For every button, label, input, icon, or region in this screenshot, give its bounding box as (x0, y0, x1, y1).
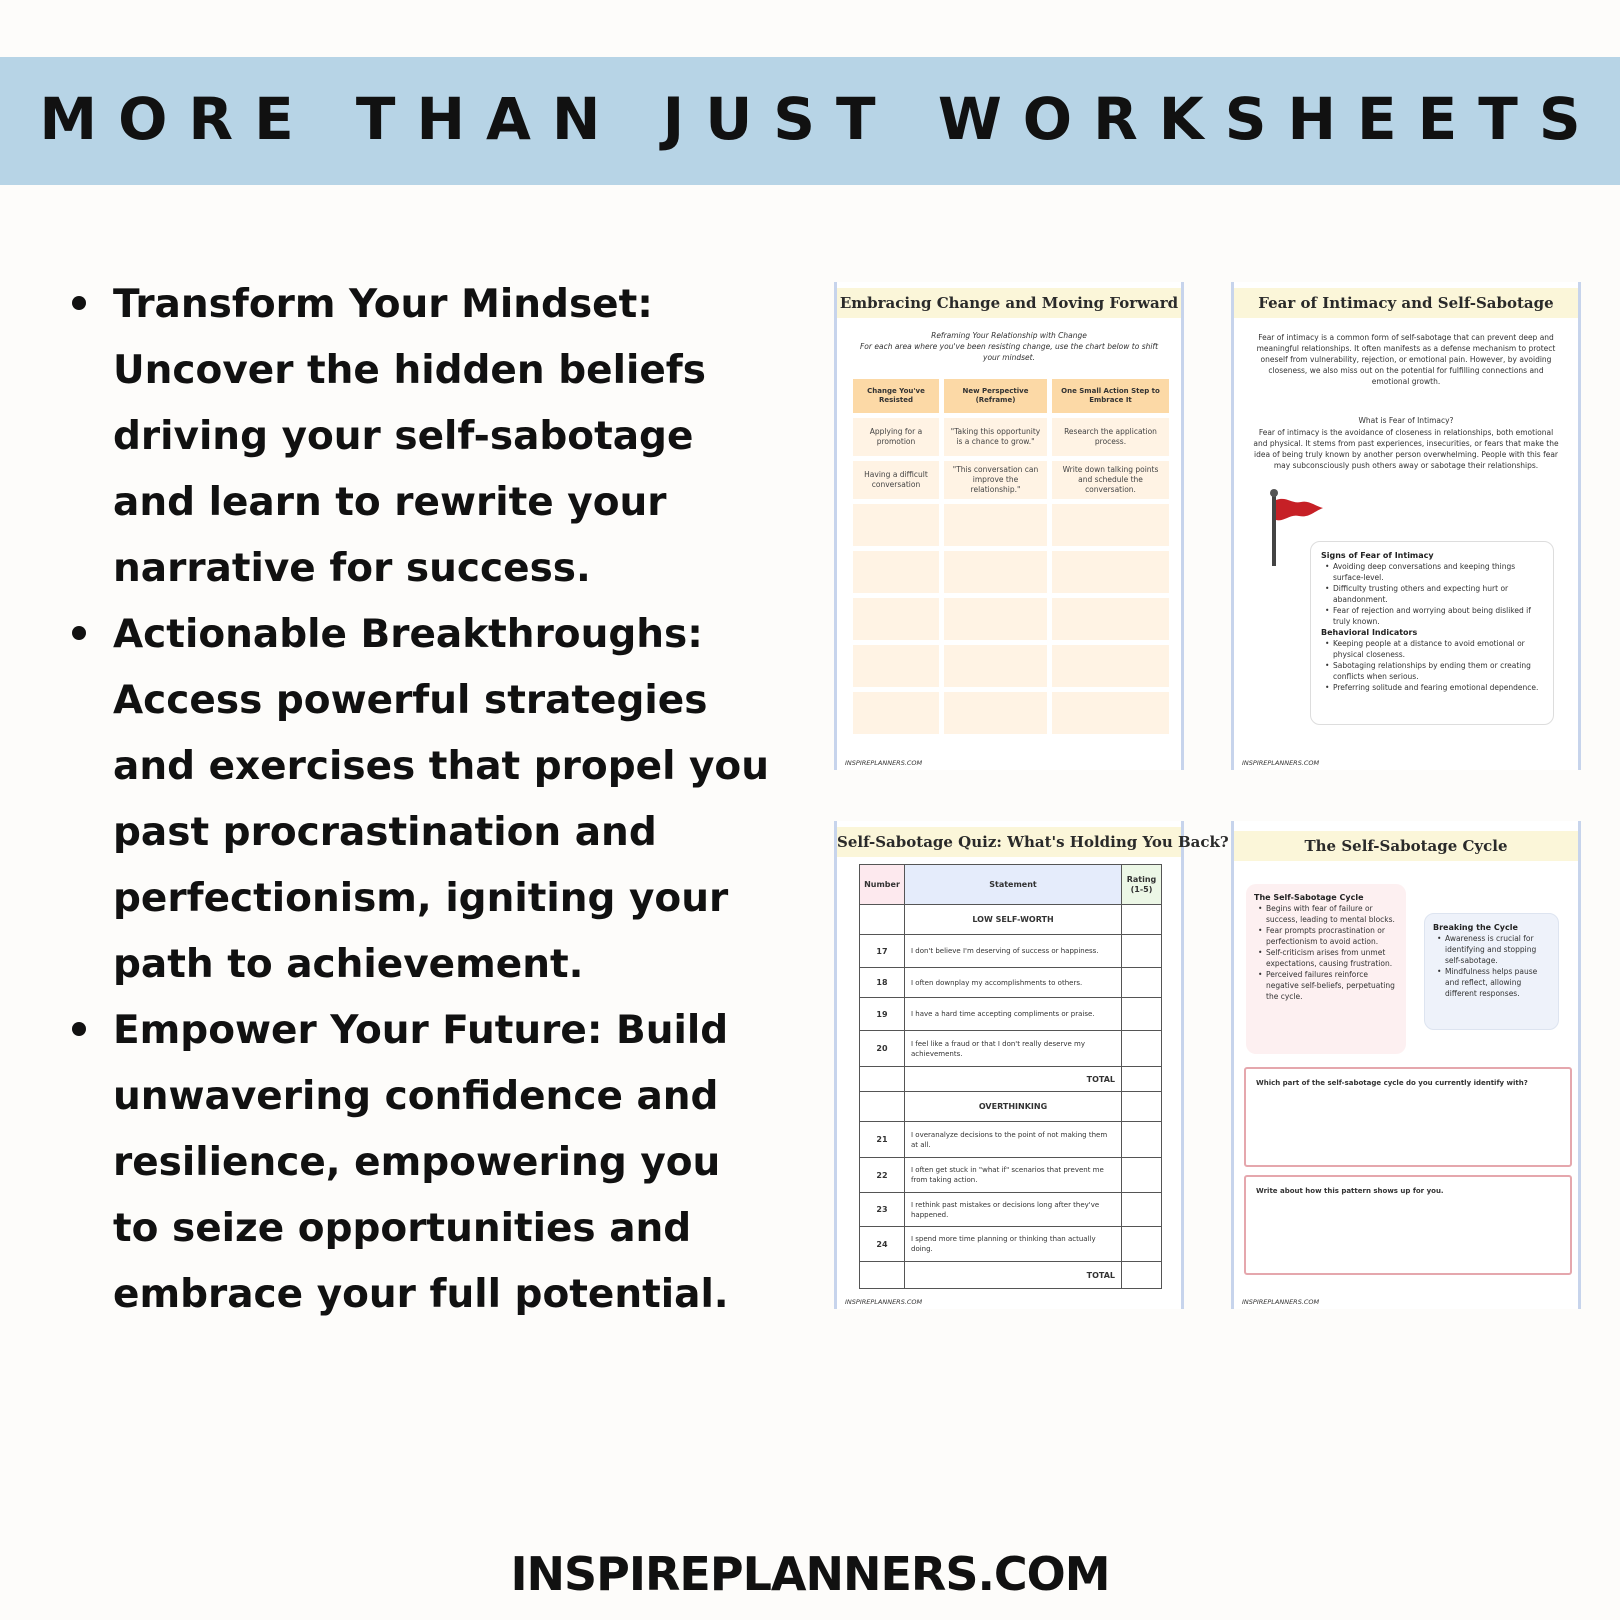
rating-cell (1122, 998, 1162, 1031)
worksheet-title: Fear of Intimacy and Self-Sabotage (1234, 288, 1578, 318)
section-label: LOW SELF-WORTH (905, 905, 1122, 935)
reframe-chart (853, 379, 1169, 734)
empty-cell (853, 645, 939, 687)
quiz-table (859, 864, 1162, 1289)
rating-cell (1122, 1158, 1162, 1193)
section-label: OVERTHINKING (905, 1092, 1122, 1122)
table-row (860, 998, 1162, 1031)
column-header: Statement (905, 865, 1122, 905)
feature-list (70, 272, 770, 1328)
empty-cell (853, 598, 939, 640)
empty-cell (853, 504, 939, 546)
rating-cell (1122, 935, 1162, 968)
empty-cell (1052, 504, 1169, 546)
list-item: • Sabotaging relationships by ending them or creating conflicts when serious. (1333, 660, 1543, 682)
list-item: • Awareness is crucial for identifying and stopping self-sabotage. (1445, 933, 1550, 966)
list-item: • Perceived failures reinforce negative self-beliefs, perpetuating the cycle. (1266, 969, 1398, 1002)
cycle-box (1246, 884, 1406, 1054)
header-banner (0, 57, 1620, 185)
total-row (860, 1262, 1162, 1289)
empty-cell (1052, 645, 1169, 687)
breaking-cycle-box (1424, 913, 1559, 1030)
chart-cell: Applying for a promotion (853, 418, 939, 456)
chart-cell: Research the application process. (1052, 418, 1169, 456)
breaking-heading: Breaking the Cycle (1433, 923, 1518, 932)
number-cell: 23 (860, 1193, 905, 1227)
column-header: Rating (1-5) (1122, 865, 1162, 905)
feature-item: Transform Your Mindset: Uncover the hidden beliefs driving your self-sabotage and learn to rewrite your narrative for success. (70, 272, 770, 602)
number-cell: 22 (860, 1158, 905, 1193)
signs-box (1310, 541, 1554, 725)
worksheet-footer: INSPIREPLANNERS.COM (1242, 1298, 1320, 1306)
reflection-prompt-box: Which part of the self-sabotage cycle do you currently identify with? (1244, 1067, 1572, 1167)
list-item: • Self-criticism arises from unmet expectations, causing frustration. (1266, 947, 1398, 969)
empty-cell (944, 551, 1047, 593)
reflection-prompt-box: Write about how this pattern shows up for you. (1244, 1175, 1572, 1275)
statement-cell: I often get stuck in "what if" scenarios that prevent me from taking action. (905, 1158, 1122, 1193)
rating-cell (1122, 1031, 1162, 1067)
table-header-row (860, 865, 1162, 905)
table-row (860, 1158, 1162, 1193)
section-row (860, 1092, 1162, 1122)
rating-cell (1122, 1227, 1162, 1262)
question-heading: What is Fear of Intimacy? (1358, 416, 1454, 425)
empty-cell (944, 504, 1047, 546)
table-row (860, 968, 1162, 998)
statement-cell: I rethink past mistakes or decisions long after they've happened. (905, 1193, 1122, 1227)
statement-cell: I don't believe I'm deserving of success or happiness. (905, 935, 1122, 968)
empty-cell (860, 1067, 905, 1092)
list-item: • Mindfulness helps pause and reflect, allowing different responses. (1445, 966, 1550, 999)
number-cell: 19 (860, 998, 905, 1031)
empty-cell (860, 1262, 905, 1289)
intro-paragraph: Fear of intimacy is a common form of self-sabotage that can prevent deep and meaningful relationships. It often manifests as a defense mechanism to protect oneself from vulnerability, rejection, or emotional pain. However, by avoiding closeness, we also miss out on the potential for fulfilling connections and emotional growth. (1256, 333, 1556, 386)
number-cell: 18 (860, 968, 905, 998)
cycle-heading: The Self-Sabotage Cycle (1254, 893, 1364, 902)
total-label: TOTAL (905, 1067, 1122, 1092)
table-row (860, 1122, 1162, 1158)
empty-cell (853, 551, 939, 593)
empty-cell (1052, 551, 1169, 593)
worksheet-footer: INSPIREPLANNERS.COM (845, 759, 923, 767)
feature-item: Empower Your Future: Build unwavering confidence and resilience, empowering you to seize opportunities and embrace your full potential. (70, 998, 770, 1328)
worksheet-footer: INSPIREPLANNERS.COM (845, 1298, 923, 1306)
empty-cell (853, 692, 939, 734)
worksheet-preview-quiz (834, 821, 1229, 1309)
number-cell: 20 (860, 1031, 905, 1067)
chart-header: Change You've Resisted (853, 379, 939, 413)
rating-cell (1122, 1067, 1162, 1092)
number-cell: 17 (860, 935, 905, 968)
table-row (860, 935, 1162, 968)
statement-cell: I feel like a fraud or that I don't really deserve my achievements. (905, 1031, 1122, 1067)
chart-header: New Perspective (Reframe) (944, 379, 1047, 413)
worksheet-preview-fear-of-intimacy (1231, 282, 1581, 770)
rating-cell (1122, 1122, 1162, 1158)
list-item: • Begins with fear of failure or success, leading to mental blocks. (1266, 903, 1398, 925)
behaviors-list (1321, 638, 1543, 693)
list-item: • Preferring solitude and fearing emotional dependence. (1333, 682, 1543, 693)
worksheet-preview-cycle (1231, 821, 1581, 1309)
site-url: INSPIREPLANNERS.COM (510, 1547, 1110, 1601)
behaviors-heading: Behavioral Indicators (1321, 628, 1418, 637)
chart-cell: Write down talking points and schedule the conversation. (1052, 461, 1169, 499)
statement-cell: I have a hard time accepting compliments or praise. (905, 998, 1122, 1031)
table-row (860, 1031, 1162, 1067)
instructions-text: For each area where you've been resisting change, use the chart below to shift your mindset. (859, 342, 1159, 362)
rating-cell (1122, 968, 1162, 998)
total-label: TOTAL (905, 1262, 1122, 1289)
empty-cell (1052, 598, 1169, 640)
list-item: • Fear prompts procrastination or perfectionism to avoid action. (1266, 925, 1398, 947)
rating-cell (1122, 1262, 1162, 1289)
column-header: Number (860, 865, 905, 905)
feature-item: Actionable Breakthroughs: Access powerful strategies and exercises that propel you past procrastination and perfectionism, igniting your path to achievement. (70, 602, 770, 998)
total-row (860, 1067, 1162, 1092)
page-title: MORE THAN JUST WORKSHEETS (39, 85, 1602, 153)
list-item: • Keeping people at a distance to avoid emotional or physical closeness. (1333, 638, 1543, 660)
empty-cell (944, 598, 1047, 640)
breaking-list (1433, 933, 1550, 999)
worksheet-title: Embracing Change and Moving Forward (837, 288, 1181, 318)
worksheet-title: The Self-Sabotage Cycle (1234, 831, 1578, 861)
worksheet-subtitle (851, 330, 1167, 363)
worksheet-preview-embracing-change (834, 282, 1184, 770)
list-item: • Avoiding deep conversations and keeping things surface-level. (1333, 561, 1543, 583)
table-row (860, 1193, 1162, 1227)
empty-cell (860, 1092, 905, 1122)
empty-cell (860, 905, 905, 935)
chart-cell: "Taking this opportunity is a chance to grow." (944, 418, 1047, 456)
empty-cell (944, 645, 1047, 687)
empty-cell (1122, 905, 1162, 935)
worksheet-title: Self-Sabotage Quiz: What's Holding You Back? (837, 827, 1181, 857)
number-cell: 21 (860, 1122, 905, 1158)
section-row (860, 905, 1162, 935)
cycle-list (1254, 903, 1398, 1002)
empty-cell (1052, 692, 1169, 734)
chart-cell: "This conversation can improve the relationship." (944, 461, 1047, 499)
list-item: • Difficulty trusting others and expecting hurt or abandonment. (1333, 583, 1543, 605)
chart-header: One Small Action Step to Embrace It (1052, 379, 1169, 413)
chart-cell: Having a difficult conversation (853, 461, 939, 499)
table-row (860, 1227, 1162, 1262)
empty-cell (1122, 1092, 1162, 1122)
statement-cell: I spend more time planning or thinking than actually doing. (905, 1227, 1122, 1262)
rating-cell (1122, 1193, 1162, 1227)
worksheet-footer: INSPIREPLANNERS.COM (1242, 759, 1320, 767)
subtitle-text: Reframing Your Relationship with Change (931, 331, 1087, 340)
statement-cell: I often downplay my accomplishments to others. (905, 968, 1122, 998)
statement-cell: I overanalyze decisions to the point of not making them at all. (905, 1122, 1122, 1158)
number-cell: 24 (860, 1227, 905, 1262)
signs-list (1321, 561, 1543, 627)
answer-paragraph: Fear of intimacy is the avoidance of closeness in relationships, both emotional and physical. It stems from past experiences, insecurities, or fears that make the idea of being truly known by another person overwhelming. People with this fear may subconsciously push others away or sabotage their relationships. (1253, 428, 1559, 470)
list-item: • Fear of rejection and worrying about being disliked if truly known. (1333, 605, 1543, 627)
empty-cell (944, 692, 1047, 734)
signs-heading: Signs of Fear of Intimacy (1321, 551, 1434, 560)
